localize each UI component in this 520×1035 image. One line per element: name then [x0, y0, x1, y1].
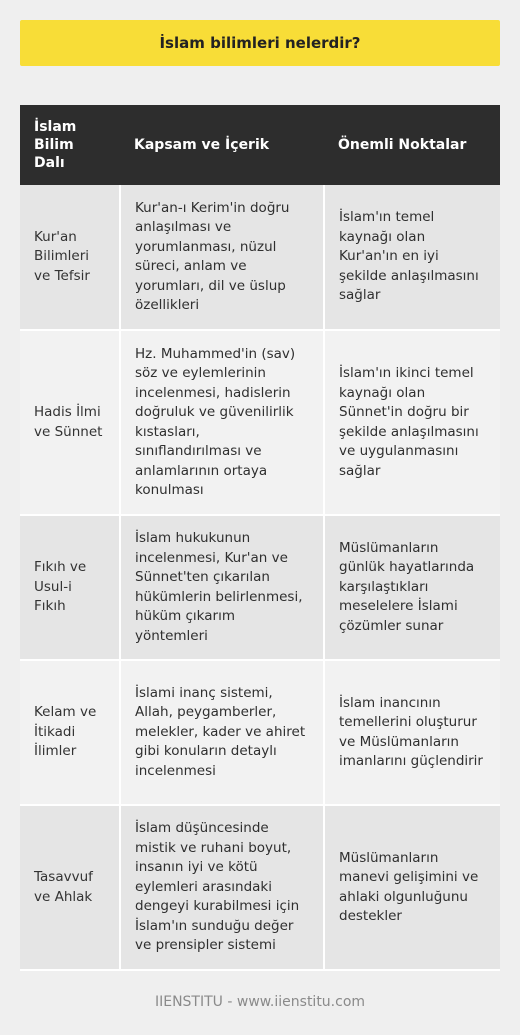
islamic-sciences-table: [20, 105, 500, 971]
footer-credit: IIENSTITU - www.iienstitu.com: [154, 994, 366, 1010]
header-scope: Kapsam ve İçerik: [120, 105, 324, 185]
cell-notes: İslam inancının temellerini oluşturur ve Müslümanların imanlarını güçlendirir: [324, 660, 500, 805]
table-row: [20, 185, 500, 330]
table-row: [20, 330, 500, 515]
cell-branch: Kelam ve İtikadi İlimler: [20, 660, 120, 805]
cell-scope: İslam düşüncesinde mistik ve ruhani boyut, insanın iyi ve kötü eylemleri arasındaki dengeyi kurabilmesi için İslam'ın sunduğu değer ve prensipler sistemi: [120, 805, 324, 970]
page-title: İslam bilimleri nelerdir?: [20, 20, 500, 66]
table-row: [20, 515, 500, 660]
cell-notes: Müslümanların manevi gelişimini ve ahlaki olgunluğunu destekler: [324, 805, 500, 970]
cell-notes: Müslümanların günlük hayatlarında karşılaştıkları meselelere İslami çözümler sunar: [324, 515, 500, 660]
header-branch: İslam Bilim Dalı: [20, 105, 120, 185]
cell-scope: İslam hukukunun incelenmesi, Kur'an ve Sünnet'ten çıkarılan hükümlerin belirlenmesi, hüküm çıkarım yöntemleri: [120, 515, 324, 660]
cell-notes: İslam'ın ikinci temel kaynağı olan Sünnet'in doğru bir şekilde anlaşılmasını ve uygulanmasını sağlar: [324, 330, 500, 515]
cell-branch: Tasavvuf ve Ahlak: [20, 805, 120, 970]
table-header-row: [20, 105, 500, 185]
cell-notes: İslam'ın temel kaynağı olan Kur'an'ın en iyi şekilde anlaşılmasını sağlar: [324, 185, 500, 330]
header-notes: Önemli Noktalar: [324, 105, 500, 185]
table-row: [20, 660, 500, 805]
cell-branch: Hadis İlmi ve Sünnet: [20, 330, 120, 515]
cell-branch: Kur'an Bilimleri ve Tefsir: [20, 185, 120, 330]
cell-scope: Hz. Muhammed'in (sav) söz ve eylemlerinin incelenmesi, hadislerin doğruluk ve güvenilirlik kıstasları, sınıflandırılması ve anlamlarının ortaya konulması: [120, 330, 324, 515]
cell-scope: Kur'an-ı Kerim'in doğru anlaşılması ve yorumlanması, nüzul süreci, anlam ve yorumları, dil ve üslup özellikleri: [120, 185, 324, 330]
table-row: [20, 805, 500, 970]
cell-scope: İslami inanç sistemi, Allah, peygamberler, melekler, kader ve ahiret gibi konuların detaylı incelenmesi: [120, 660, 324, 805]
cell-branch: Fıkıh ve Usul-i Fıkıh: [20, 515, 120, 660]
